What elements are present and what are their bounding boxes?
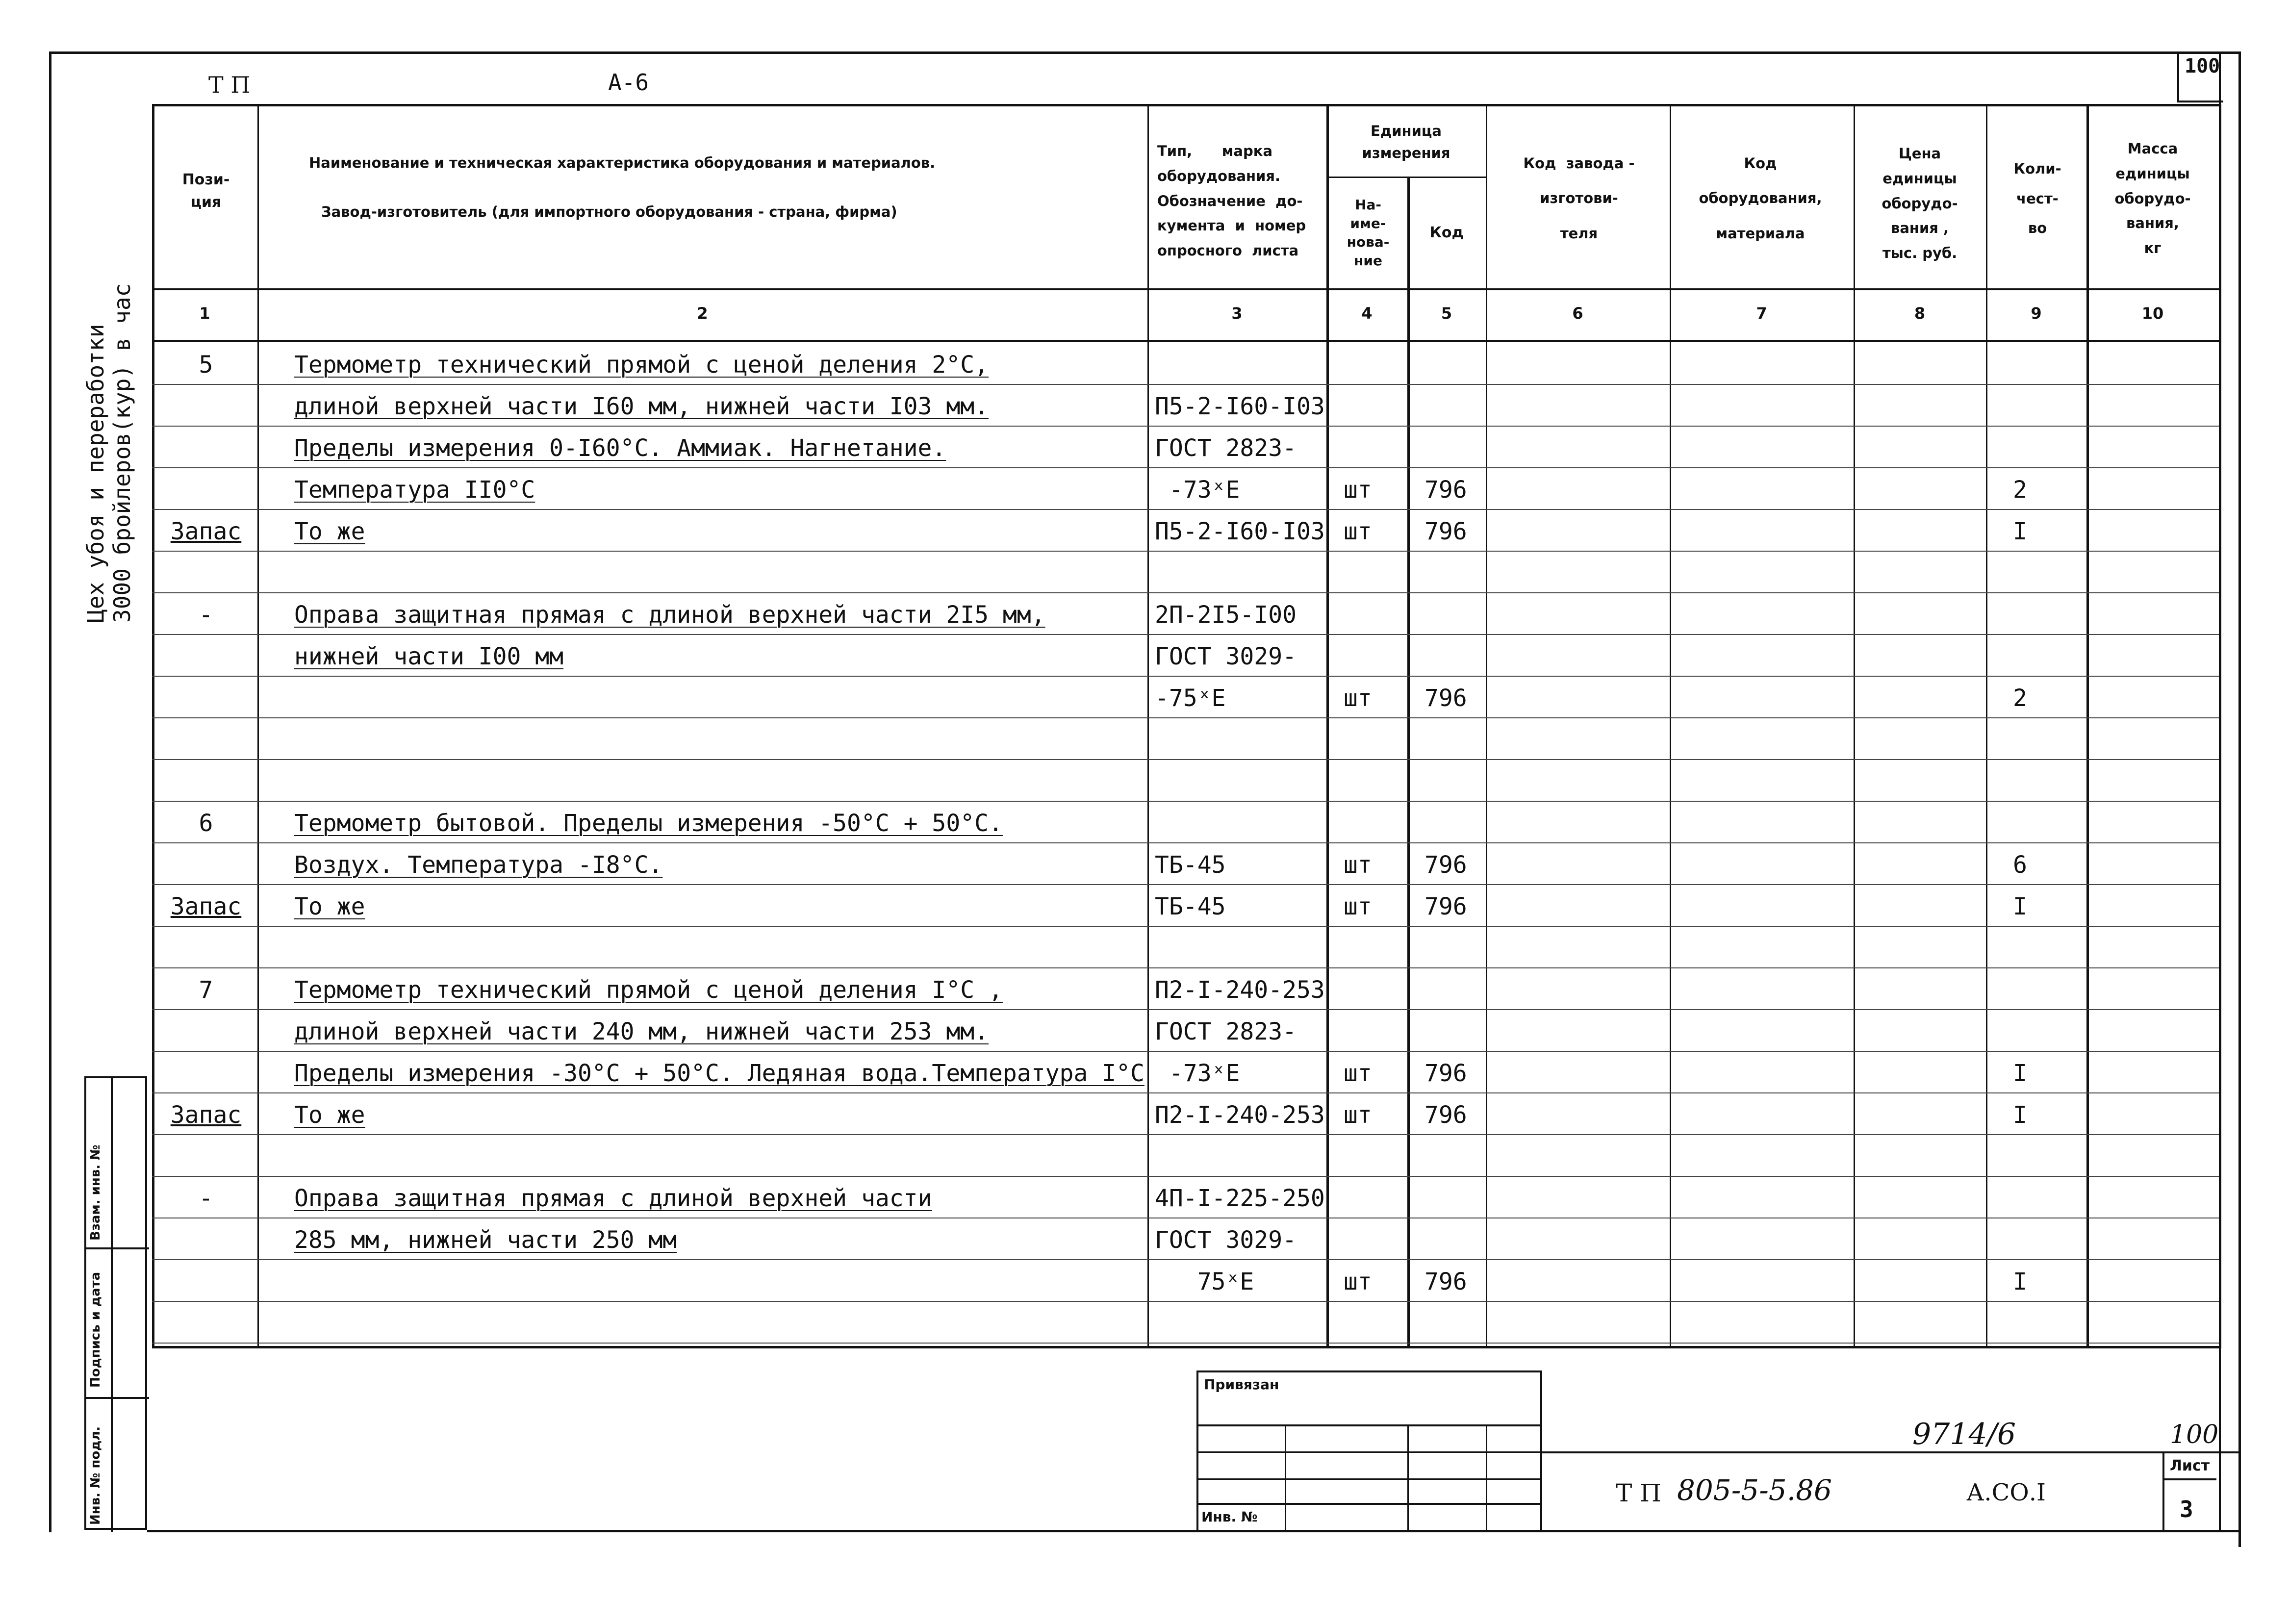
column-line <box>1986 104 1987 1348</box>
row-position: - <box>199 601 213 629</box>
row-code: 796 <box>1424 1060 1467 1087</box>
row-line <box>152 717 2219 718</box>
row-name: Воздух. Температура -I8°С. <box>294 851 663 879</box>
row-quantity: 6 <box>2013 851 2027 879</box>
column-number: 9 <box>2031 304 2042 323</box>
row-line <box>152 1134 2219 1135</box>
stamp-original-inv: Инв. № подл. <box>88 1426 103 1525</box>
row-line <box>152 884 2219 885</box>
column-number: 2 <box>697 304 708 323</box>
row-name: То же <box>294 1101 365 1129</box>
row-unit: шт <box>1344 1060 1372 1087</box>
row-line <box>152 1259 2219 1260</box>
row-line <box>152 634 2219 635</box>
row-name: Термометр технический прямой с ценой деления 2°С, <box>294 351 989 379</box>
unit-sub-line <box>1326 177 1486 178</box>
row-line <box>152 467 2219 468</box>
row-unit: шт <box>1344 1101 1372 1129</box>
row-unit: шт <box>1344 1268 1372 1295</box>
column-line <box>1147 104 1149 1348</box>
row-code: 796 <box>1424 518 1467 545</box>
row-line <box>152 509 2219 510</box>
inv-label: Инв. № <box>1201 1509 1258 1525</box>
row-type: ТБ-45 <box>1155 851 1226 879</box>
album-label: А-6 <box>608 69 649 96</box>
row-code: 796 <box>1424 1268 1467 1295</box>
row-position: Запас <box>170 893 242 920</box>
side-title-2: 3000 бройлеров(кур) в час <box>109 283 135 623</box>
row-name: 285 мм, нижней части 250 мм <box>294 1226 677 1254</box>
row-code: 796 <box>1424 685 1467 712</box>
row-code: 796 <box>1424 476 1467 504</box>
row-line <box>152 1051 2219 1052</box>
row-position: - <box>199 1185 213 1212</box>
row-line <box>152 551 2219 552</box>
row-name: длиной верхней части 240 мм, нижней части 253 мм. <box>294 1018 989 1045</box>
series-label: Т П <box>208 72 251 98</box>
row-name: длиной верхней части I60 мм, нижней части I03 мм. <box>294 393 989 420</box>
column-number: 3 <box>1231 304 1243 323</box>
row-type: -73ˣЕ <box>1155 476 1240 504</box>
row-line <box>152 676 2219 677</box>
row-type: П2-I-240-253 <box>1155 976 1325 1004</box>
row-type: ТБ-45 <box>1155 893 1226 920</box>
row-line <box>152 1009 2219 1010</box>
column-line <box>1854 104 1855 1348</box>
linked-label: Привязан <box>1204 1376 1279 1393</box>
stamp-replaced-inv: Взам. инв. № <box>88 1144 103 1241</box>
row-quantity: I <box>2013 893 2027 920</box>
row-line <box>152 926 2219 927</box>
header-type: Тип, марка оборудования. Обозначение до- кумента и номер опросного листа <box>1157 143 1306 259</box>
row-name: Термометр технический прямой с ценой деления I°С , <box>294 976 1003 1004</box>
row-name: Оправа защитная прямая с длиной верхней части <box>294 1185 932 1212</box>
header-unit-code: Код <box>1429 224 1464 241</box>
row-type: -75ˣЕ <box>1155 685 1226 712</box>
row-line <box>152 384 2219 385</box>
row-type: ГОСТ 2823- <box>1155 1018 1297 1045</box>
colnum-bottom-line <box>152 340 2219 342</box>
row-type: ГОСТ 3029- <box>1155 643 1297 670</box>
row-name: Оправа защитная прямая с длиной верхней части 2I5 мм, <box>294 601 1045 629</box>
row-type: 4П-I-225-250 <box>1155 1185 1325 1212</box>
row-line <box>152 1343 2219 1344</box>
column-line <box>2086 104 2089 1348</box>
header-position: Пози- ция <box>182 171 230 211</box>
column-line <box>1407 177 1410 1348</box>
row-line <box>152 426 2219 427</box>
column-line <box>1326 104 1329 1348</box>
row-line <box>152 592 2219 593</box>
row-name: Термометр бытовой. Пределы измерения -50°С + 50°С. <box>294 810 1003 837</box>
header-quantity: Коли- чест- во <box>2013 160 2061 237</box>
column-number: 10 <box>2141 304 2164 323</box>
column-line <box>2219 104 2221 1348</box>
row-quantity: I <box>2013 1060 2027 1087</box>
row-line <box>152 1301 2219 1302</box>
header-plant-code: Код завода - изготови- теля <box>1523 155 1635 242</box>
row-unit: шт <box>1344 518 1372 545</box>
header-name: Наименование и техническая характеристика оборудования и материалов. <box>309 154 936 171</box>
row-name: Пределы измерения 0-I60°С. Аммиак. Нагнетание. <box>294 434 946 462</box>
column-number: 8 <box>1914 304 1926 323</box>
sheet-number: 3 <box>2180 1496 2193 1522</box>
row-position: Запас <box>170 518 242 545</box>
header-mass: Масса единицы оборудо- вания, кг <box>2114 140 2191 257</box>
header-unit: Единица измерения <box>1362 123 1450 161</box>
row-type: ГОСТ 3029- <box>1155 1226 1297 1254</box>
column-number: 4 <box>1361 304 1373 323</box>
row-name: Температура II0°С <box>294 476 535 504</box>
row-code: 796 <box>1424 851 1467 879</box>
project-label: Т П <box>1616 1479 1661 1507</box>
row-quantity: I <box>2013 1268 2027 1295</box>
row-name: То же <box>294 893 365 920</box>
row-line <box>152 842 2219 843</box>
row-unit: шт <box>1344 851 1372 879</box>
row-quantity: I <box>2013 1101 2027 1129</box>
row-position: 7 <box>199 976 213 1004</box>
column-line <box>1486 104 1487 1348</box>
row-position: 5 <box>199 351 213 379</box>
header-equipment-code: Код оборудования, материала <box>1699 155 1822 242</box>
row-line <box>152 1092 2219 1093</box>
row-type: П2-I-240-253 <box>1155 1101 1325 1129</box>
row-name: Пределы измерения -30°С + 50°С. Ледяная вода.Температура I°С <box>294 1060 1144 1087</box>
row-line <box>152 1176 2219 1177</box>
handwritten-sheet: 100 <box>2170 1420 2219 1449</box>
row-unit: шт <box>1344 893 1372 920</box>
row-quantity: 2 <box>2013 685 2027 712</box>
row-name: нижней части I00 мм <box>294 643 564 670</box>
table-bottom-line <box>152 1346 2219 1348</box>
row-name: То же <box>294 518 365 545</box>
table-top-line <box>152 104 2219 106</box>
sheet-label: Лист <box>2170 1457 2210 1474</box>
row-position: Запас <box>170 1101 242 1129</box>
row-line <box>152 759 2219 760</box>
row-line <box>152 967 2219 968</box>
row-code: 796 <box>1424 1101 1467 1129</box>
header-price: Цена единицы оборудо- вания , тыс. руб. <box>1882 145 1958 262</box>
row-type: 75ˣЕ <box>1155 1268 1254 1295</box>
column-line <box>1670 104 1671 1348</box>
side-title-1: Цех убоя и переработки <box>82 324 109 623</box>
row-type: 2П-2I5-I00 <box>1155 601 1297 629</box>
column-number: 7 <box>1756 304 1767 323</box>
column-number: 1 <box>199 304 210 323</box>
row-quantity: I <box>2013 518 2027 545</box>
document-code: А.СО.I <box>1966 1479 2046 1506</box>
stamp-signature-date: Подпись и дата <box>88 1271 103 1388</box>
row-unit: шт <box>1344 685 1372 712</box>
row-line <box>152 801 2219 802</box>
column-line <box>257 104 259 1348</box>
row-quantity: 2 <box>2013 476 2027 504</box>
handwritten-number: 9714/6 <box>1912 1417 2016 1451</box>
column-line <box>152 104 154 1348</box>
row-unit: шт <box>1344 476 1372 504</box>
sheet-corner-number: 100 <box>2185 55 2220 77</box>
column-number: 5 <box>1441 304 1452 323</box>
header-unit-name: На- име- нова- ние <box>1347 197 1390 269</box>
row-type: -73ˣЕ <box>1155 1060 1240 1087</box>
row-position: 6 <box>199 810 213 837</box>
header-manufacturer: Завод-изготовитель (для импортного оборудования - страна, фирма) <box>321 203 897 220</box>
row-type: П5-2-I60-I03 <box>1155 518 1325 545</box>
header-bottom-line <box>152 288 2219 290</box>
row-type: ГОСТ 2823- <box>1155 434 1297 462</box>
row-code: 796 <box>1424 893 1467 920</box>
column-number: 6 <box>1572 304 1583 323</box>
project-number: 805-5-5.86 <box>1677 1473 1832 1507</box>
row-type: П5-2-I60-I03 <box>1155 393 1325 420</box>
